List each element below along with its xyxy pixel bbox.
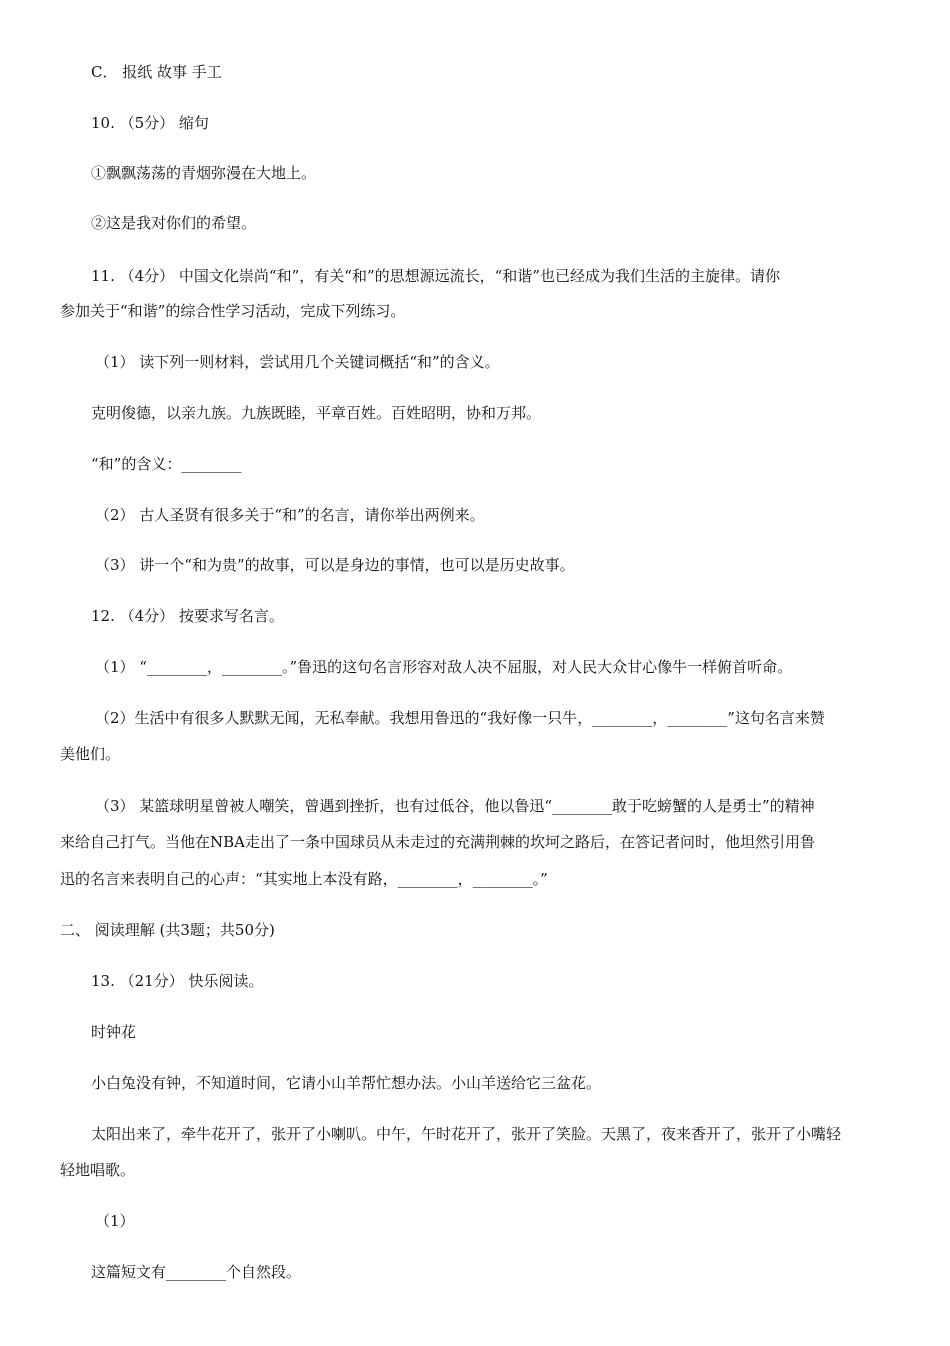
- q11-part2: （2） 古人圣贤有很多关于“和”的名言，请你举出两例来。: [95, 506, 485, 524]
- q12-part2-line1: （2）生活中有很多人默默无闻，无私奉献。我想用鲁迅的“我好像一只牛，________，________”这句名言来赞: [95, 709, 825, 727]
- q12-part1: （1） “________，________。”鲁迅的这句名言形容对敌人决不屈服，对人民大众甘心像牛一样俯首听命。: [95, 658, 793, 676]
- q12-part3-line1: （3） 某篮球明星曾被人嘲笑，曾遇到挫折，也有过低谷，他以鲁迅“________敢于吃螃蟹的人是勇士”的精神: [95, 797, 815, 815]
- q11-header-line1: 11. （4分） 中国文化崇尚“和”，有关“和”的思想源远流长，“和谐”也已经成为我们生活的主旋律。请你: [91, 267, 780, 285]
- q12-part3-line3: 迅的名言来表明自己的心声：“其实地上本没有路，________，________。”: [60, 870, 548, 888]
- q11-material: 克明俊德，以亲九族。九族既睦，平章百姓。百姓昭明，协和万邦。: [91, 404, 542, 422]
- q10-item-1: ①飘飘荡荡的青烟弥漫在大地上。: [91, 164, 317, 182]
- q13-para2-line1: 太阳出来了，牵牛花开了，张开了小喇叭。中午，午时花开了，张开了笑脸。天黑了，夜来香开了，张开了小嘴轻: [91, 1125, 842, 1143]
- q11-part1: （1） 读下列一则材料，尝试用几个关键词概括“和”的含义。: [95, 353, 500, 371]
- q12-part2-line2: 美他们。: [60, 745, 121, 763]
- q13-para2-line2: 轻地唱歌。: [60, 1161, 136, 1179]
- q13-part1-question: 这篇短文有________个自然段。: [91, 1263, 302, 1281]
- q13-para1: 小白兔没有钟，不知道时间，它请小山羊帮忙想办法。小山羊送给它三盆花。: [91, 1074, 602, 1092]
- q11-part3: （3） 讲一个“和为贵”的故事，可以是身边的事情，也可以是历史故事。: [95, 556, 575, 574]
- q11-answer-line: “和”的含义：________: [91, 455, 242, 473]
- q12-header: 12. （4分） 按要求写名言。: [91, 607, 284, 625]
- q10-item-2: ②这是我对你们的希望。: [91, 214, 257, 232]
- q13-part1: （1）: [95, 1212, 135, 1230]
- section-2-header: 二、 阅读理解 (共3题；共50分): [60, 921, 275, 939]
- q10-header: 10. （5分） 缩句: [91, 114, 209, 132]
- q11-header-line2: 参加关于“和谐”的综合性学习活动，完成下列练习。: [60, 302, 406, 320]
- q12-part3-line2: 来给自己打气。当他在NBA走出了一条中国球员从未走过的充满荆棘的坎坷之路后，在答记者问时，他坦然引用鲁: [60, 833, 815, 851]
- q13-title: 时钟花: [91, 1023, 137, 1041]
- q13-header: 13. （21分） 快乐阅读。: [91, 972, 264, 990]
- q9-option-c: C． 报纸 故事 手工: [91, 63, 222, 81]
